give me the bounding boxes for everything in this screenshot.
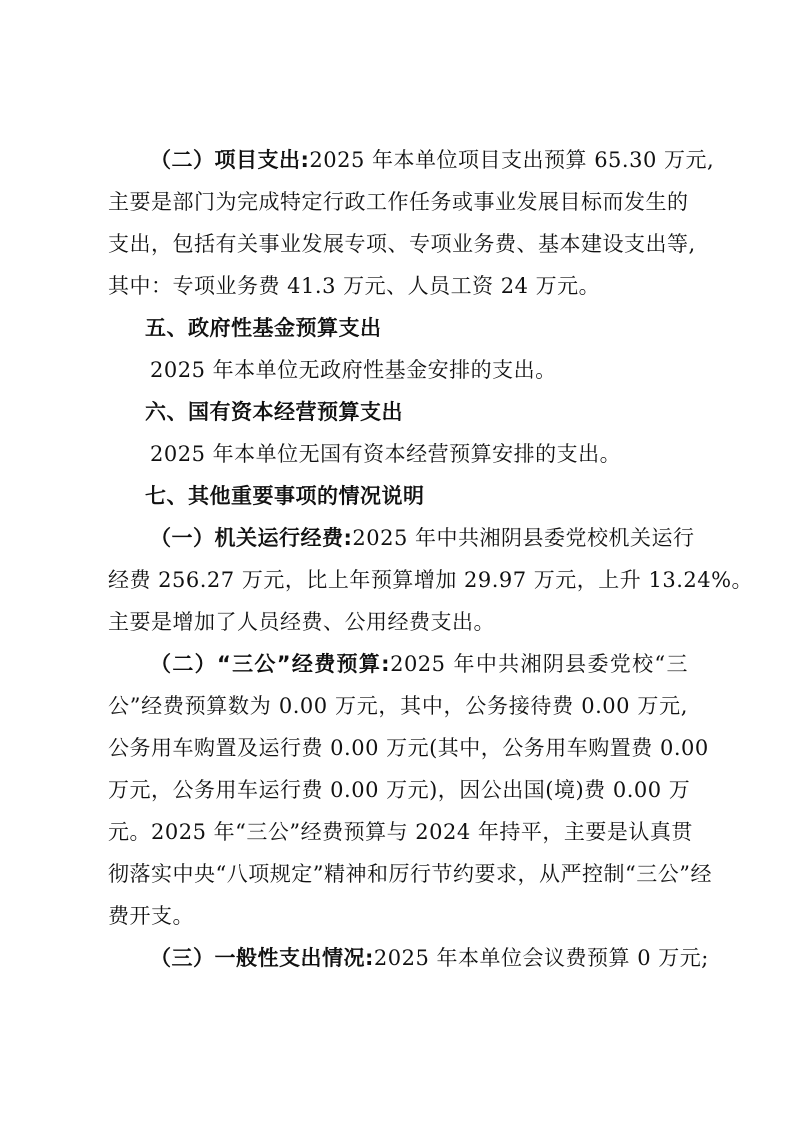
three-public-line-1	[150, 650, 688, 678]
operating-costs-label: （一）机关运行经费:	[150, 526, 353, 550]
three-public-line-4: 万元，公务用车运行费 0.00 万元)，因公出国(境)费 0.00 万	[108, 778, 691, 802]
general-expenditure-text-1: 2025 年本单位会议费预算 0 万元;	[373, 946, 709, 970]
project-expenditure-line-2: 主要是部门为完成特定行政工作任务或事业发展目标而发生的	[108, 190, 689, 214]
three-public-line-5: 元。2025 年“三公”经费预算与 2024 年持平，主要是认真贯	[108, 820, 693, 844]
general-expenditure-label: （三）一般性支出情况:	[150, 946, 374, 970]
project-expenditure-line-1	[150, 146, 715, 174]
operating-costs-text-1: 2025 年中共湘阴县委党校机关运行	[352, 526, 695, 550]
three-public-label: （二）“三公”经费预算:	[150, 652, 391, 676]
three-public-text-1: 2025 年中共湘阴县委党校“三	[390, 652, 688, 676]
project-expenditure-line-4: 其中：专项业务费 41.3 万元、人员工资 24 万元。	[108, 274, 601, 298]
three-public-line-6: 彻落实中央“八项规定”精神和厉行节约要求，从严控制“三公”经	[108, 862, 712, 886]
operating-costs-line-1	[150, 524, 695, 552]
state-capital-heading: 六、国有资本经营预算支出	[145, 400, 403, 424]
operating-costs-line-3: 主要是增加了人员经费、公用经费支出。	[108, 610, 495, 634]
state-capital-text: 2025 年本单位无国有资本经营预算安排的支出。	[150, 442, 622, 466]
project-expenditure-text-1: 2025 年本单位项目支出预算 65.30 万元,	[309, 148, 715, 172]
gov-fund-heading: 五、政府性基金预算支出	[145, 316, 382, 340]
three-public-line-3: 公务用车购置及运行费 0.00 万元(其中，公务用车购置费 0.00	[108, 736, 709, 760]
project-expenditure-label: （二）项目支出:	[150, 148, 310, 172]
gov-fund-text: 2025 年本单位无政府性基金安排的支出。	[150, 358, 557, 382]
general-expenditure-line-1	[150, 944, 709, 972]
three-public-line-7: 费开支。	[108, 904, 194, 928]
other-matters-heading: 七、其他重要事项的情况说明	[145, 484, 425, 508]
three-public-line-2: 公”经费预算数为 0.00 万元，其中，公务接待费 0.00 万元,	[108, 694, 688, 718]
project-expenditure-line-3: 支出，包括有关事业发展专项、专项业务费、基本建设支出等,	[108, 232, 696, 256]
operating-costs-line-2: 经费 256.27 万元，比上年预算增加 29.97 万元，上升 13.24%。	[108, 568, 754, 592]
